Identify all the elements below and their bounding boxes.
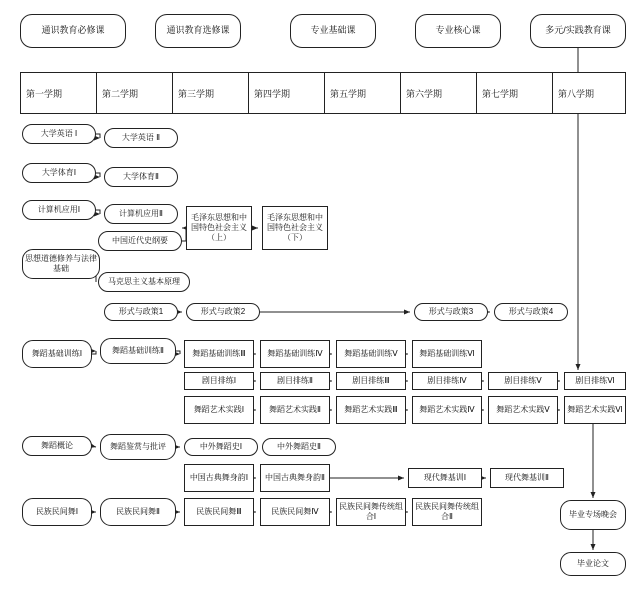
course-node[interactable]: 形式与政策4	[494, 303, 568, 321]
term-divider	[552, 72, 553, 114]
course-node[interactable]: 舞蹈概论	[22, 436, 92, 456]
term-cell: 第八学期	[558, 88, 595, 99]
course-node[interactable]: 大学英语 Ⅰ	[22, 124, 96, 144]
term-divider	[400, 72, 401, 114]
course-node[interactable]: 舞蹈艺术实践Ⅴ	[488, 396, 558, 424]
course-node[interactable]: 现代舞基训Ⅱ	[490, 468, 564, 488]
term-cell: 第六学期	[406, 88, 443, 99]
course-node[interactable]: 大学体育Ⅱ	[104, 167, 178, 187]
course-node[interactable]: 民族民间舞Ⅱ	[100, 498, 176, 526]
category-chip[interactable]: 专业基础课	[290, 14, 376, 48]
term-cell: 第五学期	[330, 88, 367, 99]
course-node[interactable]: 民族民间舞传统组合Ⅱ	[412, 498, 482, 526]
course-node[interactable]: 舞蹈基础训练Ⅱ	[100, 338, 176, 364]
course-connector	[96, 134, 100, 138]
course-node[interactable]: 现代舞基训Ⅰ	[408, 468, 482, 488]
course-node[interactable]: 舞蹈艺术实践Ⅰ	[184, 396, 254, 424]
course-node[interactable]: 大学英语 Ⅱ	[104, 128, 178, 148]
category-chip[interactable]: 通识教育选修课	[155, 14, 241, 48]
term-divider	[172, 72, 173, 114]
course-node[interactable]: 形式与政策1	[104, 303, 178, 321]
course-connector	[92, 446, 96, 447]
course-node[interactable]: 剧目排练Ⅳ	[412, 372, 482, 390]
course-node[interactable]: 剧目排练Ⅵ	[564, 372, 626, 390]
course-node[interactable]: 中国近代史纲要	[98, 231, 182, 251]
course-node[interactable]: 民族民间舞传统组合Ⅰ	[336, 498, 406, 526]
course-node[interactable]: 毛泽东思想和中国特色社会主义（上）	[186, 206, 252, 250]
course-node[interactable]: 思想道德修养与法律基础	[22, 249, 100, 279]
course-node[interactable]: 中国古典舞身韵Ⅰ	[184, 464, 254, 492]
term-divider	[248, 72, 249, 114]
course-node[interactable]: 舞蹈基础训练Ⅲ	[184, 340, 254, 368]
term-cell: 第二学期	[102, 88, 139, 99]
term-divider	[476, 72, 477, 114]
course-node[interactable]: 民族民间舞Ⅰ	[22, 498, 92, 526]
category-chip[interactable]: 多元/实践教育课	[530, 14, 626, 48]
term-divider	[96, 72, 97, 114]
term-cell: 第三学期	[178, 88, 215, 99]
course-node[interactable]: 舞蹈基础训练Ⅵ	[412, 340, 482, 368]
course-node[interactable]: 马克思主义基本原理	[98, 272, 190, 292]
term-cell: 第一学期	[26, 88, 63, 99]
course-node[interactable]: 中外舞蹈史Ⅱ	[262, 438, 336, 456]
term-cell: 第四学期	[254, 88, 291, 99]
course-node[interactable]: 毛泽东思想和中国特色社会主义（下）	[262, 206, 328, 250]
course-node[interactable]: 舞蹈艺术实践Ⅳ	[412, 396, 482, 424]
course-node[interactable]: 剧目排练Ⅰ	[184, 372, 254, 390]
course-connector	[96, 173, 100, 177]
course-node[interactable]: 舞蹈基础训练Ⅳ	[260, 340, 330, 368]
course-node[interactable]: 计算机应用Ⅰ	[22, 200, 96, 220]
category-chip[interactable]: 通识教育必修课	[20, 14, 126, 48]
course-node[interactable]: 形式与政策3	[414, 303, 488, 321]
category-chip[interactable]: 专业核心课	[415, 14, 501, 48]
course-node[interactable]: 舞蹈艺术实践Ⅵ	[564, 396, 626, 424]
course-node[interactable]: 大学体育Ⅰ	[22, 163, 96, 183]
course-node[interactable]: 舞蹈基础训练Ⅰ	[22, 340, 92, 368]
course-node[interactable]: 舞蹈艺术实践Ⅱ	[260, 396, 330, 424]
course-node[interactable]: 剧目排练Ⅱ	[260, 372, 330, 390]
course-node[interactable]: 舞蹈艺术实践Ⅲ	[336, 396, 406, 424]
term-cell: 第七学期	[482, 88, 519, 99]
term-divider	[324, 72, 325, 114]
course-node[interactable]: 计算机应用Ⅱ	[104, 204, 178, 224]
course-connector	[96, 210, 100, 214]
course-node[interactable]: 民族民间舞Ⅲ	[184, 498, 254, 526]
course-node[interactable]: 剧目排练Ⅴ	[488, 372, 558, 390]
course-node[interactable]: 舞蹈鉴赏与批评	[100, 434, 176, 460]
course-node[interactable]: 毕业专场晚会	[560, 500, 626, 530]
course-node[interactable]: 剧目排练Ⅲ	[336, 372, 406, 390]
course-node[interactable]: 舞蹈基础训练Ⅴ	[336, 340, 406, 368]
course-node[interactable]: 中国古典舞身韵Ⅱ	[260, 464, 330, 492]
course-node[interactable]: 中外舞蹈史Ⅰ	[184, 438, 258, 456]
course-node[interactable]: 形式与政策2	[186, 303, 260, 321]
course-node[interactable]: 民族民间舞Ⅳ	[260, 498, 330, 526]
course-connector	[92, 351, 96, 354]
course-connector	[176, 351, 180, 354]
course-node[interactable]: 毕业论文	[560, 552, 626, 576]
